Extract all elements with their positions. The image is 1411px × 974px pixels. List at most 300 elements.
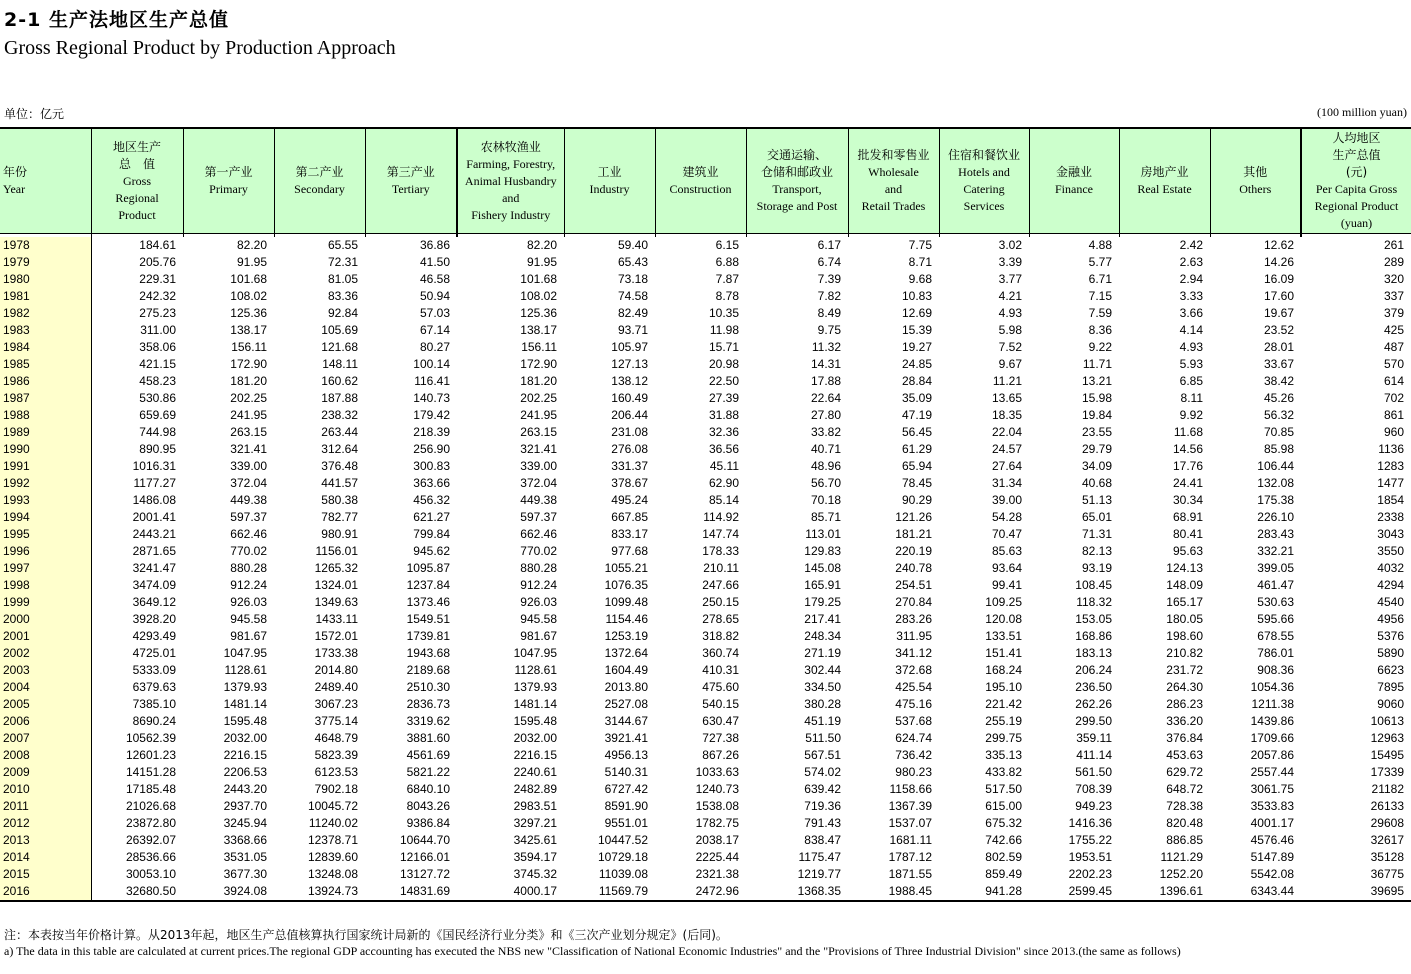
value-cell: 148.11	[322, 357, 358, 371]
value-cell: 339.00	[520, 459, 557, 473]
table-row	[0, 679, 1411, 696]
value-cell: 621.27	[413, 510, 450, 524]
value-cell: 10644.70	[399, 833, 450, 847]
value-cell: 54.28	[991, 510, 1022, 524]
value-cell: 179.25	[804, 595, 841, 609]
value-cell: 742.66	[985, 833, 1022, 847]
value-cell: 977.68	[611, 544, 648, 558]
value-cell: 3.33	[1179, 289, 1203, 303]
value-cell: 165.17	[1166, 595, 1203, 609]
value-cell: 271.19	[804, 646, 841, 660]
value-cell: 3319.62	[406, 714, 450, 728]
value-cell: 229.31	[139, 272, 176, 286]
value-cell: 1595.48	[513, 714, 557, 728]
value-cell: 10729.18	[597, 850, 648, 864]
value-cell: 17.88	[810, 374, 841, 388]
value-cell: 22.04	[991, 425, 1022, 439]
year-cell: 2014	[0, 849, 91, 866]
value-cell: 5147.89	[1250, 850, 1294, 864]
table-row	[0, 492, 1411, 509]
value-cell: 4956	[1377, 612, 1404, 626]
value-cell: 662.46	[230, 527, 267, 541]
value-cell: 7385.10	[132, 697, 176, 711]
value-cell: 218.39	[413, 425, 450, 439]
col-header-grp: 地区生产 总 值 Gross Regional Product	[91, 128, 183, 234]
value-cell: 1739.81	[406, 629, 450, 643]
value-cell: 29608	[1370, 816, 1404, 830]
value-cell: 744.98	[139, 425, 176, 439]
value-cell: 56.32	[1263, 408, 1294, 422]
value-cell: 8.78	[715, 289, 739, 303]
value-cell: 399.05	[1257, 561, 1294, 575]
value-cell: 3533.83	[1250, 799, 1294, 813]
value-cell: 148.09	[1166, 578, 1203, 592]
value-cell: 263.15	[230, 425, 267, 439]
value-cell: 867.26	[702, 748, 739, 762]
value-cell: 2443.20	[223, 782, 267, 796]
value-cell: 2836.73	[406, 697, 450, 711]
value-cell: 1481.14	[513, 697, 557, 711]
value-cell: 10045.72	[307, 799, 358, 813]
value-cell: 242.32	[139, 289, 176, 303]
value-cell: 838.47	[804, 833, 841, 847]
value-cell: 530.86	[139, 391, 176, 405]
value-cell: 2557.44	[1250, 765, 1294, 779]
value-cell: 147.74	[702, 527, 739, 541]
value-cell: 13248.08	[307, 867, 358, 881]
value-cell: 65.94	[901, 459, 932, 473]
value-cell: 145.08	[804, 561, 841, 575]
value-cell: 12963	[1370, 731, 1404, 745]
value-cell: 113.01	[805, 527, 841, 541]
value-cell: 32.36	[708, 425, 739, 439]
year-cell: 1979	[0, 254, 91, 271]
year-cell: 1982	[0, 305, 91, 322]
value-cell: 172.90	[520, 357, 557, 371]
col-header-secondary: 第二产业 Secondary	[274, 128, 365, 234]
value-cell: 175.38	[1257, 493, 1294, 507]
value-cell: 791.43	[804, 816, 841, 830]
value-cell: 12.69	[901, 306, 932, 320]
value-cell: 5542.08	[1250, 867, 1294, 881]
year-cell: 1984	[0, 339, 91, 356]
value-cell: 81.05	[327, 272, 358, 286]
value-cell: 106.44	[1257, 459, 1294, 473]
value-cell: 262.26	[1075, 697, 1112, 711]
year-cell: 1993	[0, 492, 91, 509]
value-cell: 31.88	[708, 408, 739, 422]
value-cell: 23.55	[1081, 425, 1112, 439]
value-cell: 1033.63	[695, 765, 739, 779]
value-cell: 140.73	[413, 391, 450, 405]
value-cell: 945.62	[413, 544, 450, 558]
value-cell: 183.13	[1075, 646, 1112, 660]
year-cell: 1980	[0, 271, 91, 288]
value-cell: 120.08	[985, 612, 1022, 626]
value-cell: 178.33	[702, 544, 739, 558]
col-header-construction: 建筑业 Construction	[655, 128, 746, 234]
year-cell: 2006	[0, 713, 91, 730]
value-cell: 1177.27	[133, 476, 176, 490]
value-cell: 31.34	[991, 476, 1022, 490]
value-cell: 9.22	[1088, 340, 1112, 354]
table-row	[0, 356, 1411, 373]
value-cell: 372.68	[895, 663, 932, 677]
value-cell: 2443.21	[132, 527, 176, 541]
value-cell: 10562.39	[125, 731, 176, 745]
table-row	[0, 883, 1411, 901]
year-cell: 2000	[0, 611, 91, 628]
value-cell: 6.71	[1088, 272, 1112, 286]
value-cell: 945.58	[230, 612, 267, 626]
value-cell: 363.66	[413, 476, 450, 490]
value-cell: 1871.55	[888, 867, 932, 881]
table-row	[0, 662, 1411, 679]
value-cell: 9.75	[817, 323, 841, 337]
value-cell: 3067.23	[314, 697, 358, 711]
value-cell: 80.41	[1172, 527, 1203, 541]
value-cell: 332.21	[1257, 544, 1294, 558]
value-cell: 3.02	[998, 238, 1022, 252]
value-cell: 59.40	[617, 238, 648, 252]
value-cell: 45.11	[709, 459, 739, 473]
value-cell: 15495	[1370, 748, 1404, 762]
value-cell: 5376	[1377, 629, 1404, 643]
value-cell: 270.84	[895, 595, 932, 609]
table-body	[0, 237, 1411, 901]
value-cell: 202.25	[520, 391, 557, 405]
value-cell: 125.36	[520, 306, 557, 320]
year-cell: 1998	[0, 577, 91, 594]
value-cell: 433.82	[985, 765, 1022, 779]
value-cell: 17.76	[1172, 459, 1203, 473]
value-cell: 7.39	[817, 272, 841, 286]
value-cell: 912.24	[230, 578, 267, 592]
value-cell: 8690.24	[132, 714, 176, 728]
value-cell: 85.63	[991, 544, 1022, 558]
value-cell: 32680.50	[91, 883, 183, 901]
value-cell: 62.90	[708, 476, 739, 490]
value-cell: 9.68	[908, 272, 932, 286]
year-cell: 2003	[0, 662, 91, 679]
value-cell: 210.82	[1166, 646, 1203, 660]
value-cell: 28.84	[901, 374, 932, 388]
value-cell: 138.12	[611, 374, 648, 388]
footnote-cn: 注：本表按当年价格计算。从2013年起，地区生产总值核算执行国家统计局新的《国民经济行业分类》和《三次产业划分规定》(后同)。	[4, 928, 728, 942]
value-cell: 561.50	[1075, 765, 1112, 779]
value-cell: 3297.21	[513, 816, 557, 830]
value-cell: 372.04	[230, 476, 267, 490]
value-cell: 719.36	[804, 799, 841, 813]
year-cell: 2002	[0, 645, 91, 662]
value-cell: 46.58	[419, 272, 450, 286]
value-cell: 80.27	[419, 340, 450, 354]
value-cell: 2.63	[1179, 255, 1203, 269]
value-cell: 880.28	[520, 561, 557, 575]
value-cell: 3368.66	[223, 833, 267, 847]
value-cell: 378.67	[611, 476, 648, 490]
value-cell: 241.95	[230, 408, 267, 422]
value-cell: 90.29	[901, 493, 932, 507]
value-cell: 198.60	[1166, 629, 1203, 643]
value-cell: 10.83	[901, 289, 932, 303]
year-cell: 2009	[0, 764, 91, 781]
value-cell: 160.49	[611, 391, 648, 405]
value-cell: 1604.49	[604, 663, 648, 677]
value-cell: 261	[1383, 238, 1404, 252]
value-cell: 981.67	[230, 629, 267, 643]
value-cell: 153.05	[1075, 612, 1112, 626]
value-cell: 82.13	[1081, 544, 1112, 558]
value-cell: 156.11	[231, 340, 267, 354]
table-row	[0, 747, 1411, 764]
value-cell: 702	[1383, 391, 1404, 405]
value-cell: 12166.01	[399, 850, 450, 864]
table-row	[0, 849, 1411, 866]
value-cell: 17.60	[1263, 289, 1294, 303]
value-cell: 15.98	[1081, 391, 1112, 405]
value-cell: 1240.73	[695, 782, 739, 796]
value-cell: 23.52	[1263, 323, 1294, 337]
value-cell: 2321.38	[695, 867, 739, 881]
value-cell: 40.68	[1081, 476, 1112, 490]
col-header-industry: 工业 Industry	[564, 128, 655, 234]
table-header-row	[0, 128, 1411, 234]
year-cell: 2007	[0, 730, 91, 747]
value-cell: 331.37	[611, 459, 648, 473]
value-cell: 2510.30	[406, 680, 450, 694]
value-cell: 101.68	[230, 272, 267, 286]
value-cell: 614	[1383, 374, 1404, 388]
value-cell: 1211.38	[1251, 697, 1294, 711]
value-cell: 226.10	[1257, 510, 1294, 524]
value-cell: 11.71	[1082, 357, 1112, 371]
value-cell: 1379.93	[223, 680, 267, 694]
value-cell: 5.77	[1088, 255, 1112, 269]
value-cell: 13924.73	[274, 883, 365, 901]
value-cell: 453.63	[1166, 748, 1203, 762]
value-cell: 11240.02	[308, 816, 358, 830]
value-cell: 4.21	[998, 289, 1022, 303]
year-cell: 2010	[0, 781, 91, 798]
table-row	[0, 390, 1411, 407]
value-cell: 7.52	[998, 340, 1022, 354]
value-cell: 202.25	[230, 391, 267, 405]
value-cell: 376.84	[1166, 731, 1203, 745]
value-cell: 537.68	[895, 714, 932, 728]
table-row	[0, 560, 1411, 577]
value-cell: 1953.51	[1068, 850, 1112, 864]
value-cell: 205.76	[139, 255, 176, 269]
value-cell: 28.01	[1263, 340, 1294, 354]
value-cell: 334.50	[804, 680, 841, 694]
year-cell: 1985	[0, 356, 91, 373]
value-cell: 2001.41	[132, 510, 176, 524]
value-cell: 26392.07	[125, 833, 176, 847]
value-cell: 456.32	[413, 493, 450, 507]
value-cell: 13.65	[991, 391, 1022, 405]
value-cell: 4725.01	[132, 646, 176, 660]
table-row	[0, 594, 1411, 611]
value-cell: 615.00	[985, 799, 1022, 813]
year-cell: 2012	[0, 815, 91, 832]
value-cell: 231.08	[611, 425, 648, 439]
value-cell: 1349.63	[314, 595, 358, 609]
table-row	[0, 271, 1411, 288]
value-cell: 597.37	[520, 510, 557, 524]
value-cell: 580.38	[321, 493, 358, 507]
value-cell: 93.71	[617, 323, 648, 337]
value-cell: 880.28	[230, 561, 267, 575]
value-cell: 4.93	[998, 306, 1022, 320]
value-cell: 461.47	[1257, 578, 1294, 592]
value-cell: 7.15	[1088, 289, 1112, 303]
value-cell: 321.41	[230, 442, 267, 456]
value-cell: 799.84	[413, 527, 450, 541]
value-cell: 1755.22	[1068, 833, 1112, 847]
year-cell: 1988	[0, 407, 91, 424]
value-cell: 92.84	[327, 306, 358, 320]
value-cell: 21026.68	[125, 799, 176, 813]
value-cell: 2599.45	[1029, 883, 1119, 901]
value-cell: 27.80	[810, 408, 841, 422]
table-row	[0, 815, 1411, 832]
year-cell: 2008	[0, 747, 91, 764]
table-row	[0, 373, 1411, 390]
value-cell: 861	[1383, 408, 1404, 422]
value-cell: 451.19	[804, 714, 841, 728]
col-header-hotels: 住宿和餐饮业 Hotels and Catering Services	[939, 128, 1029, 234]
value-cell: 441.57	[321, 476, 358, 490]
value-cell: 221.42	[985, 697, 1022, 711]
page-title: 2-1 生产法地区生产总值	[4, 9, 229, 31]
value-cell: 17339	[1370, 765, 1404, 779]
value-cell: 517.50	[985, 782, 1022, 796]
value-cell: 56.70	[810, 476, 841, 490]
table-row	[0, 764, 1411, 781]
year-cell: 1983	[0, 322, 91, 339]
value-cell: 22.50	[708, 374, 739, 388]
value-cell: 2032.00	[223, 731, 267, 745]
value-cell: 411.14	[1076, 748, 1112, 762]
value-cell: 1733.38	[314, 646, 358, 660]
value-cell: 82.20	[236, 238, 267, 252]
value-cell: 410.31	[702, 663, 739, 677]
value-cell: 83.36	[327, 289, 358, 303]
value-cell: 4.88	[1088, 238, 1112, 252]
value-cell: 5823.39	[314, 748, 358, 762]
value-cell: 1055.21	[604, 561, 648, 575]
value-cell: 8.71	[908, 255, 932, 269]
value-cell: 2057.86	[1250, 748, 1294, 762]
value-cell: 335.13	[985, 748, 1022, 762]
table-row	[0, 866, 1411, 883]
value-cell: 181.20	[230, 374, 267, 388]
value-cell: 2202.23	[1068, 867, 1112, 881]
value-cell: 9386.84	[406, 816, 450, 830]
value-cell: 108.45	[1075, 578, 1112, 592]
value-cell: 74.58	[617, 289, 648, 303]
value-cell: 11569.79	[564, 883, 655, 901]
value-cell: 2216.15	[223, 748, 267, 762]
col-header-transport: 交通运输、 仓储和邮政业 Transport, Storage and Post	[746, 128, 848, 234]
value-cell: 662.46	[520, 527, 557, 541]
value-cell: 264.30	[1166, 680, 1203, 694]
value-cell: 1572.01	[314, 629, 358, 643]
value-cell: 1252.20	[1159, 867, 1203, 881]
value-cell: 2.42	[1179, 238, 1203, 252]
value-cell: 802.59	[985, 850, 1022, 864]
value-cell: 3474.09	[132, 578, 176, 592]
year-cell: 1999	[0, 594, 91, 611]
value-cell: 11.98	[709, 323, 739, 337]
table-row	[0, 781, 1411, 798]
value-cell: 1549.51	[406, 612, 450, 626]
value-cell: 624.74	[895, 731, 932, 745]
unit-label-en: (100 million yuan)	[1317, 105, 1407, 119]
value-cell: 7895	[1377, 680, 1404, 694]
year-cell: 1991	[0, 458, 91, 475]
value-cell: 33.82	[810, 425, 841, 439]
value-cell: 6.15	[715, 238, 739, 252]
value-cell: 30.34	[1172, 493, 1203, 507]
value-cell: 1943.68	[406, 646, 450, 660]
value-cell: 4.14	[1179, 323, 1203, 337]
value-cell: 241.95	[520, 408, 557, 422]
value-cell: 39.00	[991, 493, 1022, 507]
value-cell: 1237.84	[406, 578, 450, 592]
value-cell: 820.48	[1166, 816, 1203, 830]
value-cell: 14.26	[1263, 255, 1294, 269]
value-cell: 101.68	[520, 272, 557, 286]
value-cell: 4032	[1377, 561, 1404, 575]
value-cell: 11.21	[992, 374, 1022, 388]
value-cell: 3061.75	[1250, 782, 1294, 796]
value-cell: 425.54	[895, 680, 932, 694]
value-cell: 540.15	[702, 697, 739, 711]
value-cell: 15.39	[901, 323, 932, 337]
value-cell: 72.31	[327, 255, 358, 269]
value-cell: 2225.44	[695, 850, 739, 864]
year-cell: 1989	[0, 424, 91, 441]
value-cell: 980.91	[321, 527, 358, 541]
year-cell: 2013	[0, 832, 91, 849]
table-row	[0, 305, 1411, 322]
value-cell: 278.65	[702, 612, 739, 626]
year-cell: 1981	[0, 288, 91, 305]
value-cell: 1379.93	[513, 680, 557, 694]
value-cell: 4576.46	[1250, 833, 1294, 847]
value-cell: 1538.08	[695, 799, 739, 813]
value-cell: 648.72	[1166, 782, 1203, 796]
value-cell: 108.02	[230, 289, 267, 303]
table-row	[0, 832, 1411, 849]
value-cell: 256.90	[413, 442, 450, 456]
year-cell: 2001	[0, 628, 91, 645]
table-row	[0, 577, 1411, 594]
value-cell: 276.08	[611, 442, 648, 456]
table-row	[0, 339, 1411, 356]
value-cell: 65.43	[617, 255, 648, 269]
value-cell: 3649.12	[132, 595, 176, 609]
value-cell: 1988.45	[848, 883, 939, 901]
value-cell: 114.92	[703, 510, 739, 524]
value-cell: 30053.10	[125, 867, 176, 881]
value-cell: 3594.17	[513, 850, 557, 864]
value-cell: 1136	[1378, 442, 1404, 456]
value-cell: 945.58	[520, 612, 557, 626]
value-cell: 13127.72	[399, 867, 450, 881]
